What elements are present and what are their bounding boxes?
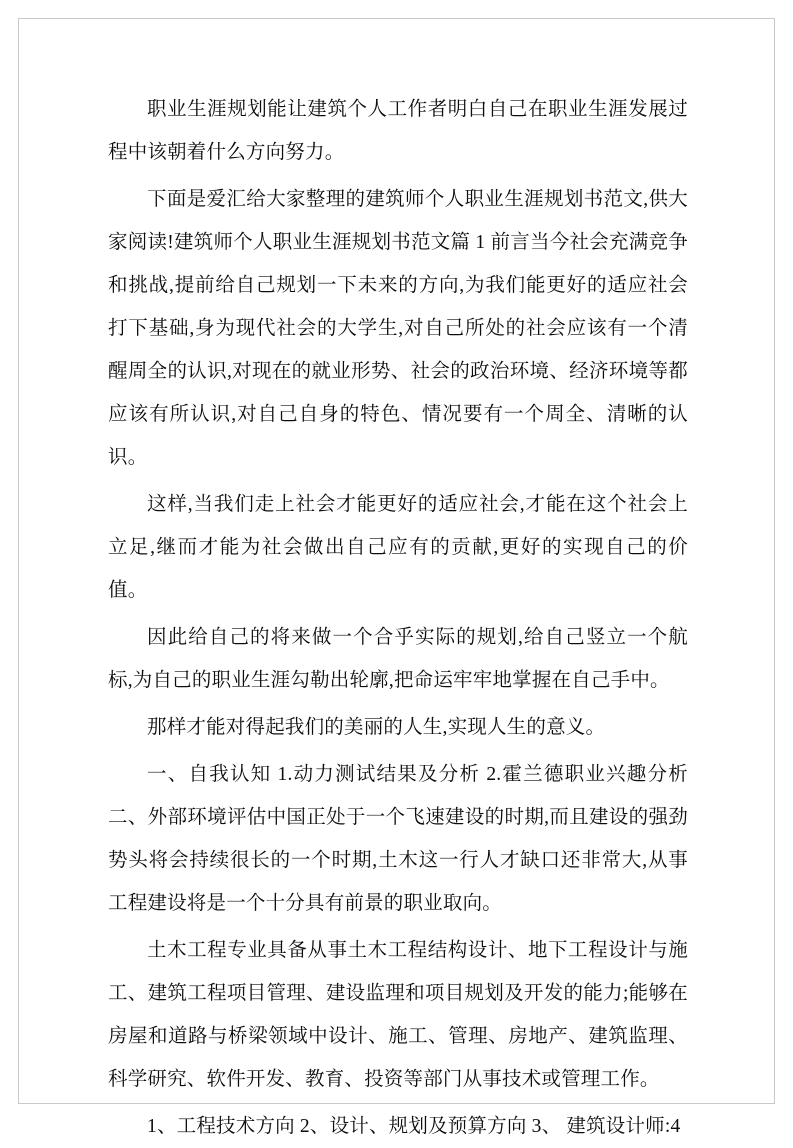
paragraph: 土木工程专业具备从事土木工程结构设计、地下工程设计与施工、建筑工程项目管理、建设监理和项目规划及开发的能力;能够在房屋和道路与桥梁领域中设计、施工、管理、房地产、建筑监理、科学研究、软件开发、教育、投资等部门从事技术或管理工作。 xyxy=(108,940,688,1090)
paragraph: 1、工程技术方向 2、设计、规划及预算方向 3、 建筑设计师:4 xyxy=(147,1116,681,1137)
paragraph: 那样才能对得起我们的美丽的人生,实现人生的意义。 xyxy=(147,717,606,738)
paragraph: 一、自我认知 1.动力测试结果及分析 2.霍兰德职业兴趣分析二、外部环境评估中国正处于一个飞速建设的时期,而且建设的强劲势头将会持续很长的一个时期,土木这一行人才缺口还非常大,从事工程建设将是一个十分具有前景的职业取向。 xyxy=(108,764,688,914)
paragraph: 职业生涯规划能让建筑个人工作者明白自己在职业生涯发展过程中该朝着什么方向努力。 xyxy=(108,99,688,163)
paragraph: 下面是爱汇给大家整理的建筑师个人职业生涯规划书范文,供大家阅读!建筑师个人职业生涯规划书范文篇 1 前言当今社会充满竞争和挑战,提前给自己规划一下未来的方向,为我们能更好的适应社会打下基础,身为现代社会的大学生,对自己所处的社会应该有一个清醒周全的认识,对现在的就业形势、社会的政治环境、经济环境等都应该有所认识,对自己自身的特色、情况要有一个周全、清晰的认识。 xyxy=(108,189,688,468)
paragraph: 这样,当我们走上社会才能更好的适应社会,才能在这个社会上立足,继而才能为社会做出自己应有的贡献,更好的实现自己的价值。 xyxy=(108,494,688,601)
paragraph: 因此给自己的将来做一个合乎实际的规划,给自己竖立一个航标,为自己的职业生涯勾勒出轮廓,把命运牢牢地掌握在自己手中。 xyxy=(108,627,688,691)
document-body xyxy=(108,88,688,1148)
